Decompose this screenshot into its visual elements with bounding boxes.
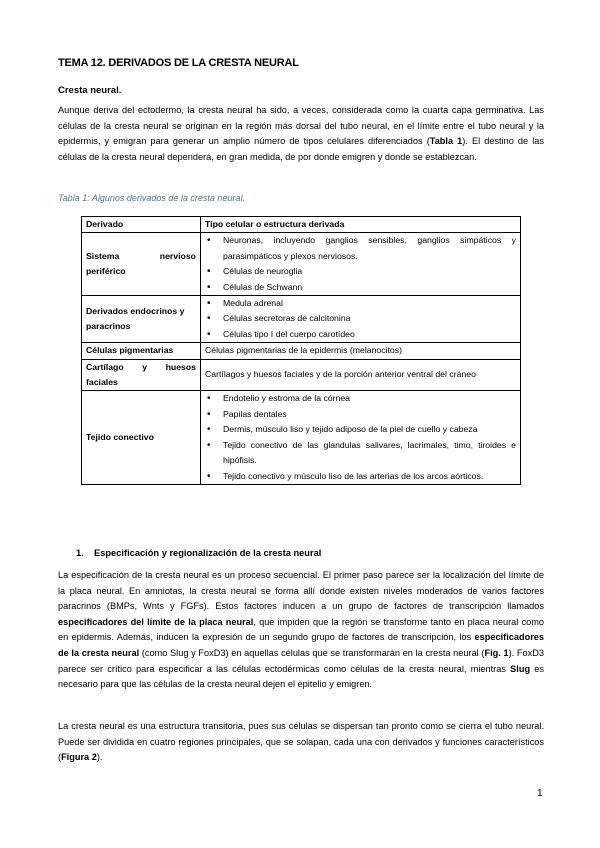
table-cell-derivado: Células pigmentarias bbox=[82, 343, 201, 359]
list-item: • Tejido conectivo de las glandulas salivares, lacrimales, timo, tiroides e hipófisis. bbox=[205, 438, 516, 469]
table-cell-derivado: Sistema nervioso periférico bbox=[82, 233, 201, 296]
list-item: • Células de neuroglia bbox=[205, 264, 516, 279]
bullet-list bbox=[205, 391, 516, 483]
bullet-list bbox=[205, 233, 516, 295]
table-row bbox=[82, 391, 521, 484]
table-row bbox=[82, 296, 521, 343]
list-item: • Endotelio y estroma de la córnea bbox=[205, 391, 516, 406]
table-row bbox=[82, 359, 521, 391]
regions-paragraph: La cresta neural es una estructura transitoria, pues sus células se dispersan tan pronto como se cierra el tubo neural. Puede ser dividida en cuatro regiones principales, que se solapan, cada una con derivados y funciones característicos (Figura 2). bbox=[58, 721, 544, 763]
table-cell-derivado: Tejido conectivo bbox=[82, 391, 201, 484]
table-reference: Tabla 1 bbox=[429, 136, 463, 147]
table-cell-tipo: Células pigmentarias de la epidermis (melanocitos) bbox=[201, 343, 521, 359]
list-item: • Células tipo I del cuerpo carotídeo bbox=[205, 327, 516, 342]
bullet-list bbox=[205, 296, 516, 342]
section-subtitle: Cresta neural. bbox=[58, 85, 122, 96]
figure-reference: Figura 2 bbox=[61, 752, 97, 763]
list-item: • Células de Schwann bbox=[205, 280, 516, 295]
intro-paragraph: Aunque deriva del ectodermo, la cresta neural ha sido, a veces, considerada como la cuarta capa germinativa. Las células de la cresta neural se originan en la región más dorsal del tubo neural, en el límite entre el tubo neural y la epidermis, y emigran para generar un amplio número de tipos celulares diferenciados (Tabla 1). El destino de las células de la cresta neural dependerá, en gran medida, de por donde emigren y donde se establezcan. bbox=[58, 105, 544, 162]
document-title: TEMA 12. DERIVADOS DE LA CRESTA NEURAL bbox=[58, 57, 299, 69]
table-cell-tipo bbox=[201, 391, 521, 484]
derivatives-table bbox=[81, 216, 521, 485]
list-item: • Neuronas, incluyendo ganglios sensibles, ganglios simpáticos y parasimpáticos y plexos nerviosos. bbox=[205, 233, 516, 264]
table-header-tipo: Tipo celular o estructura derivada bbox=[201, 217, 521, 233]
table-row bbox=[82, 343, 521, 359]
table-cell-tipo bbox=[201, 296, 521, 343]
list-item: • Dermis, músculo liso y tejido adiposo de la piel de cuello y cabeza bbox=[205, 422, 516, 437]
table-cell-derivado: Derivados endocrinos y paracrinos bbox=[82, 296, 201, 343]
list-item: • Papilas dentales bbox=[205, 407, 516, 422]
page-number: 1 bbox=[537, 788, 543, 799]
table-cell-tipo: Cartílagos y huesos faciales y de la porción anterior ventral del cráneo bbox=[201, 359, 521, 391]
section-heading bbox=[76, 548, 321, 558]
figure-reference: Fig. 1 bbox=[484, 647, 509, 658]
specification-paragraph: La especificación de la cresta neural es un proceso secuencial. El primer paso parece ser la localización del límite de la placa neural. En amniotas, la cresta neural se forma allí donde existen niveles moderados de varios factores paracrinos (BMPs, Wnts y FGFs). Estos factores inducen a un grupo de factores de transcripción llamados especificadores del límite de la placa neural, que impiden que la región se transforme tanto en placa neural como en epidermis. Además, inducen la expresión de un segundo grupo de factores de transcripción, los especificadores de la cresta neural (como Slug y FoxD3) en aquellas células que se transformarán en la cresta neural (Fig. 1). FoxD3 parece ser crítico para especificar a las células ectodérmicas como células de la cresta neural, mientras Slug es necesario para que las células de la cresta neural dejen el epitelio y emigren. bbox=[58, 570, 544, 690]
table-cell-tipo bbox=[201, 233, 521, 296]
table-cell-derivado: Cartílago y huesos faciales bbox=[82, 359, 201, 391]
list-item: • Células secretoras de calcitonina bbox=[205, 311, 516, 326]
table-header-derivado: Derivado bbox=[82, 217, 201, 233]
section-number: 1. bbox=[76, 548, 84, 558]
table-header-row bbox=[82, 217, 521, 233]
list-item: • Tejido conectivo y músculo liso de las arterias de los arcos aórticos. bbox=[205, 469, 516, 484]
list-item: • Medula adrenal bbox=[205, 296, 516, 311]
table-row bbox=[82, 233, 521, 296]
table-caption: Tabla 1: Algunos derivados de la cresta neural. bbox=[58, 193, 245, 203]
section-title: Especificación y regionalización de la cresta neural bbox=[94, 548, 322, 558]
